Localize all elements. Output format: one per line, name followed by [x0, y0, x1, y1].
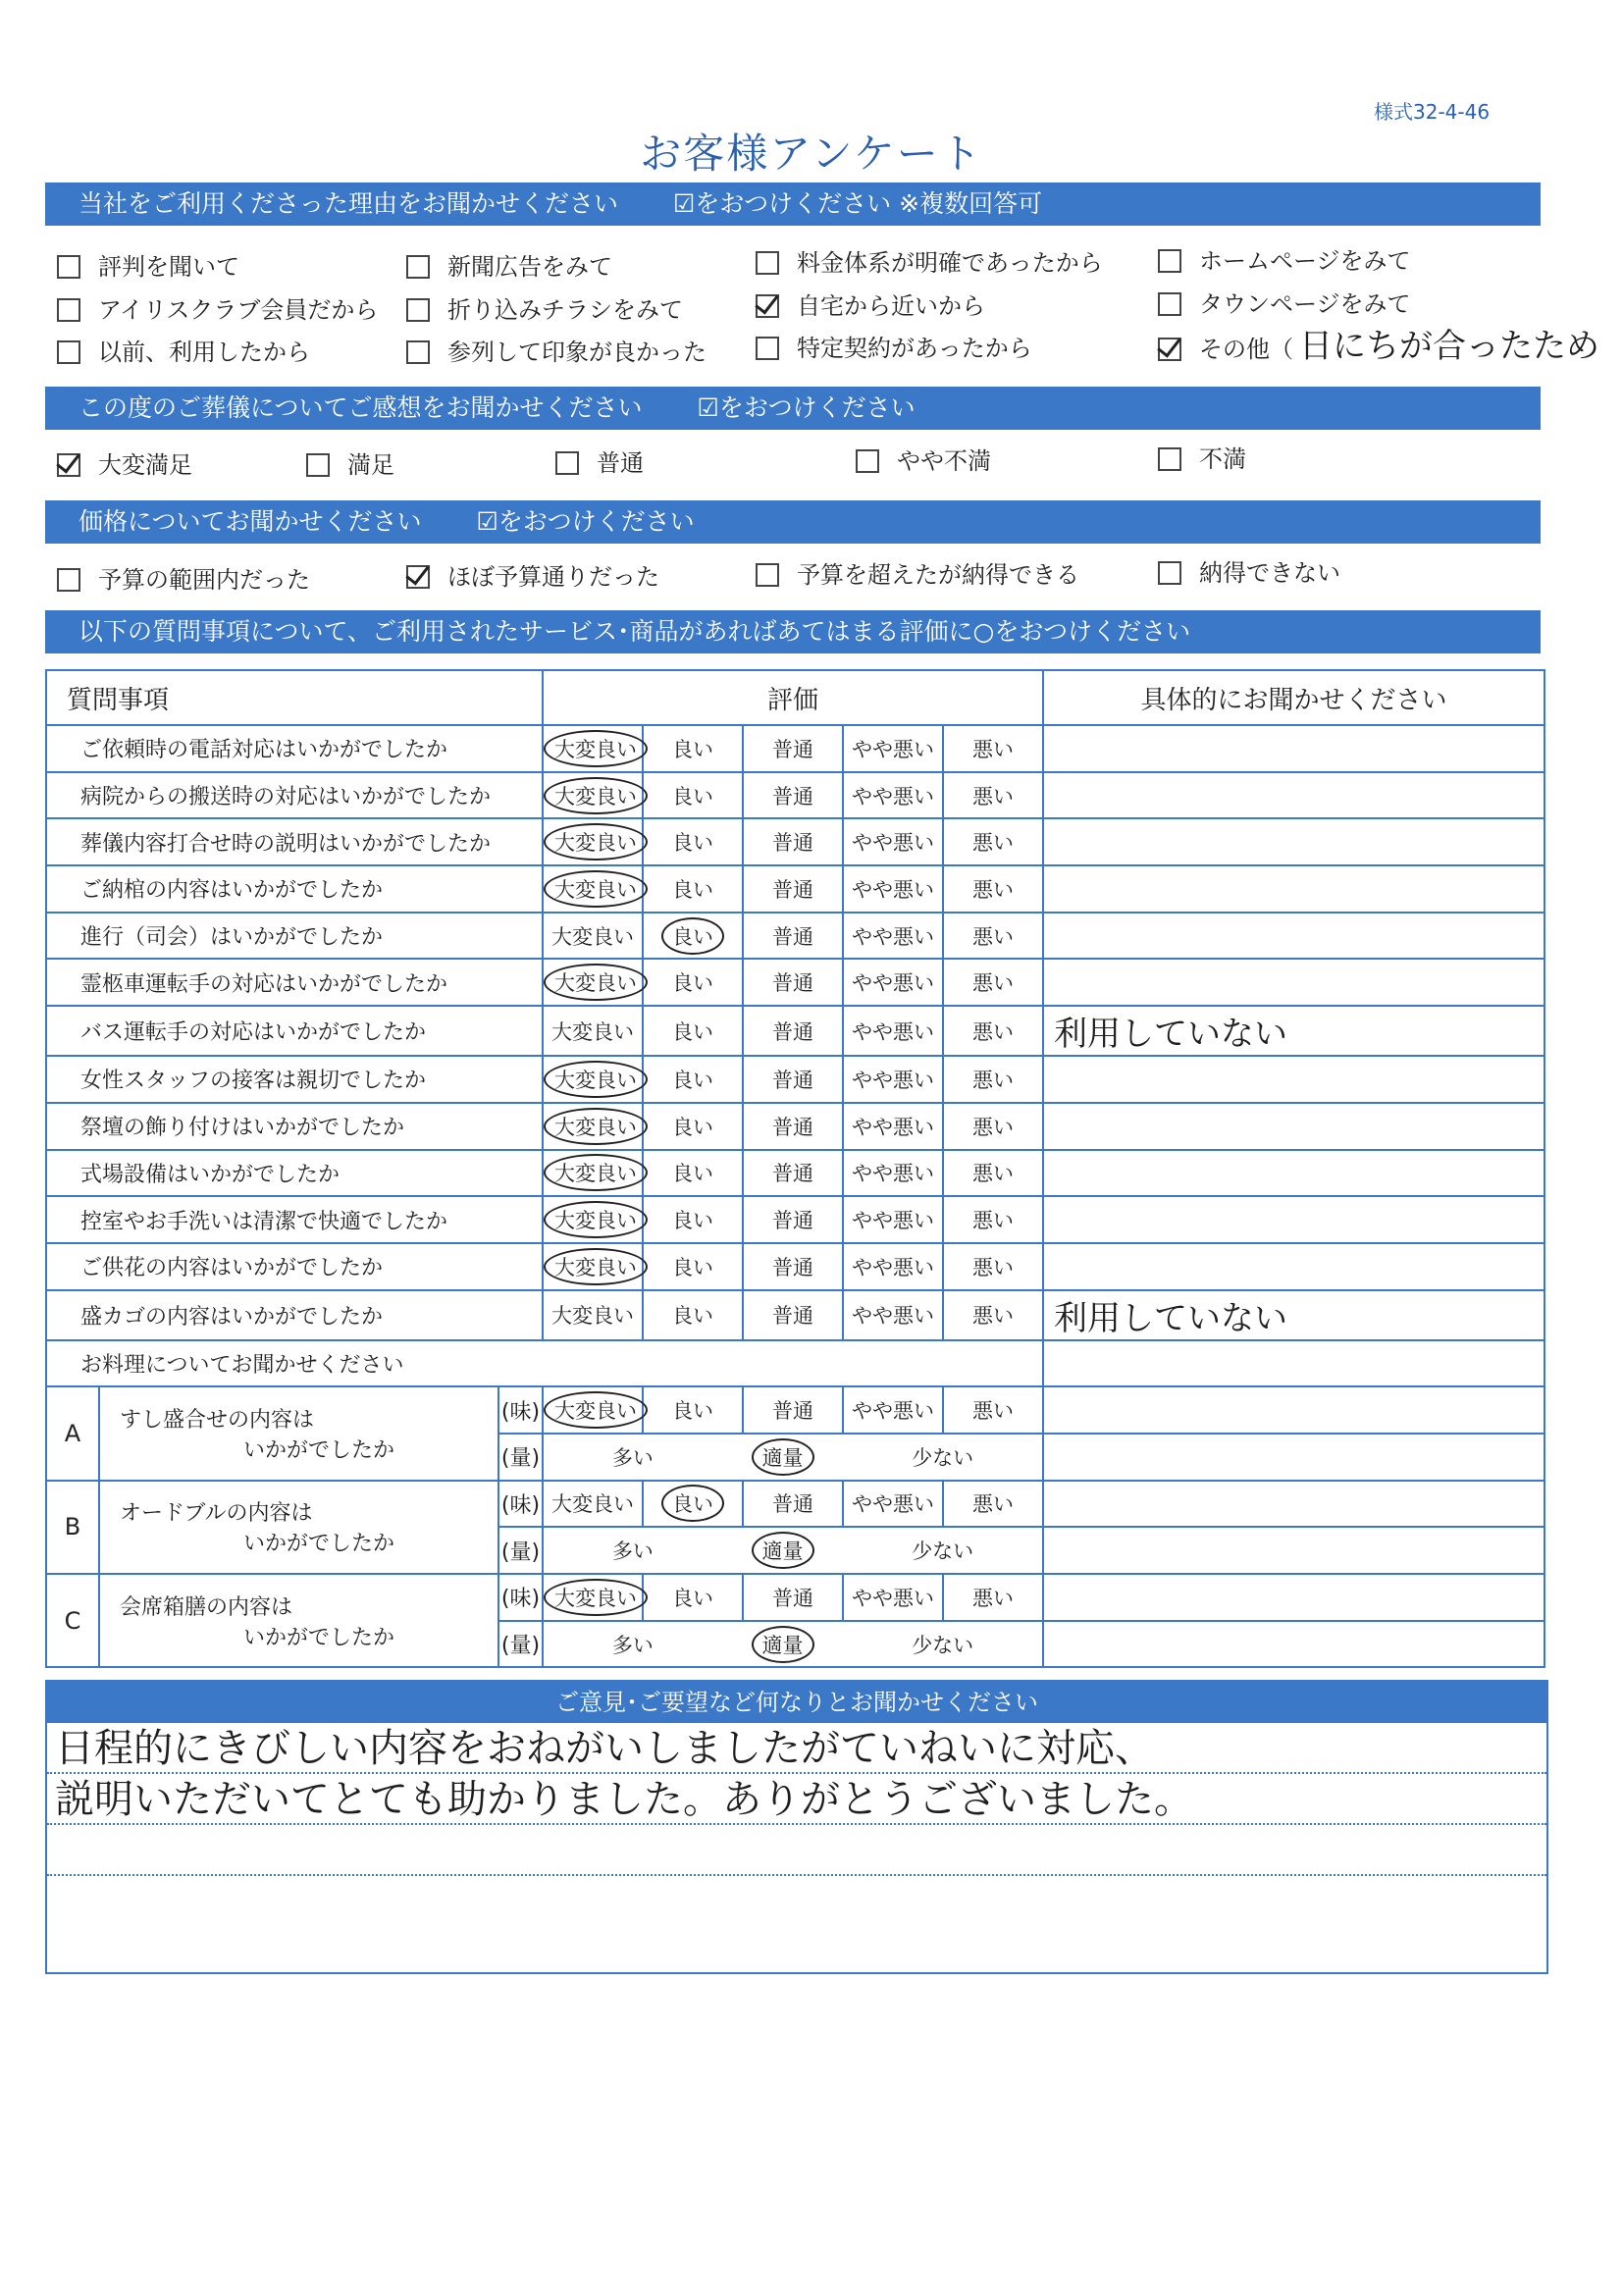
rating-option[interactable]: 大変良い — [543, 913, 643, 960]
rating-option[interactable]: 大変良い — [543, 818, 643, 865]
rating-option[interactable]: 良い — [643, 1056, 743, 1103]
opinion-line-1[interactable]: 日程的にきびしい内容をおねがいしましたがていねいに対応、 — [47, 1723, 1546, 1774]
section-price-instruction: ☑をおつけください — [476, 507, 695, 536]
detail-cell[interactable]: 利用していない — [1043, 1290, 1544, 1340]
table-row — [46, 1150, 1544, 1197]
section-impression-title: この度のご葬儀についてご感想をお聞かせください — [79, 393, 643, 422]
rating-option[interactable]: 良い — [643, 772, 743, 819]
rating-option[interactable]: やや悪い — [843, 1056, 943, 1103]
amount-option[interactable]: 多い — [611, 1445, 654, 1470]
rating-table — [45, 669, 1545, 1668]
reason-option[interactable]: ホームページをみて — [1158, 246, 1411, 276]
detail-cell[interactable] — [1043, 1621, 1544, 1668]
detail-cell[interactable] — [1043, 772, 1544, 819]
rating-option[interactable]: 大変良い — [543, 959, 643, 1006]
detail-cell[interactable]: 利用していない — [1043, 1006, 1544, 1056]
food-label: B — [46, 1481, 99, 1574]
table-row — [46, 1290, 1544, 1340]
reason-option[interactable]: 以前、利用したから — [57, 338, 310, 367]
question-text: ご供花の内容はいかがでしたか — [46, 1243, 543, 1290]
checkbox-icon[interactable] — [1158, 249, 1181, 273]
detail-cell[interactable] — [1043, 865, 1544, 913]
taste-rating-option[interactable]: やや悪い — [843, 1481, 943, 1528]
checkbox-icon[interactable] — [57, 298, 80, 322]
opinion-box — [45, 1680, 1548, 1974]
question-text: 女性スタッフの接客は親切でしたか — [46, 1056, 543, 1103]
amount-option[interactable]: 少ない — [912, 1539, 974, 1564]
rating-option[interactable]: 良い — [643, 1196, 743, 1243]
rating-option[interactable]: 良い — [643, 1243, 743, 1290]
price-option[interactable]: ほぼ予算通りだった — [406, 562, 659, 592]
form-number: 様式32-4-46 — [1374, 100, 1491, 124]
rating-option[interactable]: 普通 — [743, 1006, 843, 1056]
rating-option[interactable]: やや悪い — [843, 865, 943, 913]
reason-option[interactable]: 折り込みチラシをみて — [406, 295, 683, 325]
rating-option[interactable]: 普通 — [743, 1150, 843, 1197]
rating-option[interactable]: 普通 — [743, 913, 843, 960]
checkbox-checked-icon[interactable] — [57, 453, 80, 477]
column-header-rating: 評価 — [543, 670, 1043, 725]
rating-option[interactable]: 普通 — [743, 865, 843, 913]
question-text: バス運転手の対応はいかがでしたか — [46, 1006, 543, 1056]
rating-option[interactable]: 良い — [643, 725, 743, 772]
impression-option[interactable]: 不満 — [1158, 444, 1246, 474]
detail-cell[interactable] — [1043, 1574, 1544, 1621]
rating-option[interactable]: 悪い — [943, 959, 1043, 1006]
reason-option[interactable]: 新聞広告をみて — [406, 252, 612, 282]
rating-option[interactable]: 普通 — [743, 1056, 843, 1103]
amount-option[interactable]: 多い — [611, 1539, 654, 1564]
checkbox-icon[interactable] — [856, 449, 879, 473]
rating-option[interactable]: 良い — [643, 913, 743, 960]
section-reason-title: 当社をご利用くださった理由をお聞かせください — [79, 189, 619, 218]
rating-option[interactable]: 大変良い — [543, 1103, 643, 1150]
rating-option[interactable]: 悪い — [943, 1196, 1043, 1243]
checkbox-icon[interactable] — [756, 563, 779, 587]
detail-cell[interactable] — [1043, 959, 1544, 1006]
amount-option[interactable]: 少ない — [912, 1445, 974, 1470]
rating-option[interactable]: やや悪い — [843, 1150, 943, 1197]
rating-option[interactable]: 悪い — [943, 913, 1043, 960]
question-text: 控室やお手洗いは清潔で快適でしたか — [46, 1196, 543, 1243]
reason-option[interactable]: アイリスクラブ会員だから — [57, 295, 378, 325]
price-option[interactable]: 予算を超えたが納得できる — [756, 560, 1079, 590]
column-header-detail: 具体的にお聞かせください — [1043, 670, 1544, 725]
checkbox-icon[interactable] — [1158, 292, 1181, 316]
opinion-header: ご意見･ご要望など何なりとお聞かせください — [47, 1682, 1546, 1723]
checkbox-icon[interactable] — [406, 340, 430, 364]
rating-option[interactable]: 良い — [643, 865, 743, 913]
taste-rating-option[interactable]: 悪い — [943, 1481, 1043, 1528]
question-text: 病院からの搬送時の対応はいかがでしたか — [46, 772, 543, 819]
rating-option[interactable]: 普通 — [743, 1196, 843, 1243]
section-price-header — [45, 500, 1541, 544]
table-row — [46, 1103, 1544, 1150]
question-text: 盛カゴの内容はいかがでしたか — [46, 1290, 543, 1340]
rating-option[interactable]: 悪い — [943, 1243, 1043, 1290]
rating-option[interactable]: 普通 — [743, 772, 843, 819]
column-header-question: 質問事項 — [46, 670, 543, 725]
table-row — [46, 772, 1544, 819]
rating-option[interactable]: やや悪い — [843, 725, 943, 772]
taste-rating-option[interactable]: 大変良い — [543, 1574, 643, 1621]
checkbox-icon[interactable] — [406, 255, 430, 279]
rating-option[interactable]: 悪い — [943, 1056, 1043, 1103]
checkbox-icon[interactable] — [1158, 447, 1181, 471]
checkbox-icon[interactable] — [756, 337, 779, 360]
impression-option[interactable]: 満足 — [306, 450, 394, 480]
rating-option[interactable]: 悪い — [943, 1103, 1043, 1150]
detail-cell[interactable] — [1043, 1103, 1544, 1150]
impression-option[interactable]: 普通 — [555, 448, 644, 478]
taste-rating-option[interactable]: 悪い — [943, 1574, 1043, 1621]
page-title: お客様アンケート — [640, 130, 983, 178]
checkbox-checked-icon[interactable] — [756, 294, 779, 318]
opinion-line-3[interactable] — [47, 1825, 1546, 1876]
taste-rating-option[interactable]: 大変良い — [543, 1386, 643, 1434]
food-label: A — [46, 1386, 99, 1480]
question-text: 進行（司会）はいかがでしたか — [46, 913, 543, 960]
amount-label: (量) — [498, 1621, 543, 1668]
food-question: すし盛合せの内容は いかがでしたか — [99, 1386, 498, 1480]
impression-option[interactable]: やや不満 — [856, 446, 991, 476]
amount-option[interactable]: 少ない — [912, 1633, 974, 1657]
detail-cell[interactable] — [1043, 1243, 1544, 1290]
checkbox-icon[interactable] — [406, 298, 430, 322]
taste-label: (味) — [498, 1386, 543, 1434]
rating-option[interactable]: 悪い — [943, 818, 1043, 865]
section-reason-header — [45, 183, 1541, 226]
amount-option[interactable]: 適量 — [752, 1532, 814, 1569]
section-impression-instruction: ☑をおつけください — [697, 393, 916, 422]
detail-cell[interactable] — [1043, 1386, 1544, 1434]
amount-options — [543, 1621, 1043, 1668]
rating-option[interactable]: 大変良い — [543, 1243, 643, 1290]
rating-option[interactable]: 大変良い — [543, 772, 643, 819]
food-question: 会席箱膳の内容は いかがでしたか — [99, 1574, 498, 1667]
taste-rating-option[interactable]: 良い — [643, 1574, 743, 1621]
rating-option[interactable]: やや悪い — [843, 1290, 943, 1340]
rating-option[interactable]: やや悪い — [843, 1196, 943, 1243]
taste-rating-option[interactable]: 普通 — [743, 1386, 843, 1434]
rating-option[interactable]: 大変良い — [543, 865, 643, 913]
section-impression-header — [45, 387, 1541, 430]
checkbox-checked-icon[interactable] — [1158, 338, 1181, 361]
reason-option-other[interactable]: その他（ 日にちが合ったため — [1158, 332, 1599, 364]
rating-option[interactable]: 良い — [643, 1150, 743, 1197]
rating-option[interactable]: 大変良い — [543, 1150, 643, 1197]
rating-option[interactable]: やや悪い — [843, 772, 943, 819]
table-header-row — [46, 670, 1544, 725]
food-taste-row — [46, 1386, 1544, 1434]
detail-cell[interactable] — [1043, 1434, 1544, 1481]
amount-label: (量) — [498, 1434, 543, 1481]
detail-cell[interactable] — [1043, 1196, 1544, 1243]
checkbox-icon[interactable] — [57, 255, 80, 279]
rating-option[interactable]: 大変良い — [543, 1006, 643, 1056]
rating-option[interactable]: 普通 — [743, 725, 843, 772]
detail-cell[interactable] — [1043, 725, 1544, 772]
table-row — [46, 913, 1544, 960]
table-row — [46, 818, 1544, 865]
impression-option[interactable]: 大変満足 — [57, 450, 192, 480]
rating-option[interactable]: 普通 — [743, 818, 843, 865]
rating-option[interactable]: 大変良い — [543, 725, 643, 772]
rating-option[interactable]: やや悪い — [843, 959, 943, 1006]
rating-option[interactable]: 良い — [643, 1103, 743, 1150]
opinion-line-4[interactable] — [47, 1876, 1546, 1927]
food-header-detail-cell[interactable] — [1043, 1340, 1544, 1387]
question-text: ご納棺の内容はいかがでしたか — [46, 865, 543, 913]
reason-option[interactable]: タウンページをみて — [1158, 289, 1411, 319]
taste-rating-option[interactable]: 良い — [643, 1386, 743, 1434]
checkbox-icon[interactable] — [57, 568, 80, 592]
checkbox-checked-icon[interactable] — [406, 565, 430, 589]
rating-option[interactable]: 悪い — [943, 725, 1043, 772]
reason-option[interactable]: 特定契約があったから — [756, 334, 1032, 363]
rating-option[interactable]: 良い — [643, 959, 743, 1006]
taste-rating-option[interactable]: 普通 — [743, 1574, 843, 1621]
rating-option[interactable]: 大変良い — [543, 1056, 643, 1103]
rating-option[interactable]: 普通 — [743, 1290, 843, 1340]
rating-option[interactable]: 悪い — [943, 865, 1043, 913]
amount-option[interactable]: 適量 — [752, 1438, 814, 1476]
opinion-line-2[interactable]: 説明いただいてとても助かりました。ありがとうございました。 — [47, 1774, 1546, 1825]
question-text: 葬儀内容打合せ時の説明はいかがでしたか — [46, 818, 543, 865]
taste-rating-option[interactable]: 悪い — [943, 1386, 1043, 1434]
taste-rating-option[interactable]: 大変良い — [543, 1481, 643, 1528]
rating-option[interactable]: やや悪い — [843, 818, 943, 865]
amount-options — [543, 1527, 1043, 1574]
detail-cell[interactable] — [1043, 913, 1544, 960]
price-option[interactable]: 予算の範囲内だった — [57, 565, 310, 595]
handwritten-other-note: 日にちが合ったため — [1299, 327, 1599, 366]
reason-option[interactable]: 参列して印象が良かった — [406, 338, 707, 367]
checkbox-icon[interactable] — [1158, 561, 1181, 585]
taste-rating-option[interactable]: 良い — [643, 1481, 743, 1528]
detail-cell[interactable] — [1043, 1150, 1544, 1197]
checkbox-icon[interactable] — [57, 340, 80, 364]
food-question: オードブルの内容は いかがでしたか — [99, 1481, 498, 1574]
food-label: C — [46, 1574, 99, 1667]
taste-label: (味) — [498, 1481, 543, 1528]
price-option[interactable]: 納得できない — [1158, 558, 1340, 588]
checkbox-icon[interactable] — [756, 251, 779, 275]
amount-label: (量) — [498, 1527, 543, 1574]
section-price-title: 価格についてお聞かせください — [79, 507, 422, 536]
rating-option[interactable]: 良い — [643, 1290, 743, 1340]
question-text: 霊柩車運転手の対応はいかがでしたか — [46, 959, 543, 1006]
rating-option[interactable]: 悪い — [943, 1006, 1043, 1056]
rating-option[interactable]: 普通 — [743, 1103, 843, 1150]
table-row — [46, 725, 1544, 772]
detail-cell[interactable] — [1043, 818, 1544, 865]
taste-rating-option[interactable]: やや悪い — [843, 1386, 943, 1434]
rating-option[interactable]: 大変良い — [543, 1290, 643, 1340]
food-taste-row — [46, 1481, 1544, 1528]
food-header-row — [46, 1340, 1544, 1387]
taste-rating-option[interactable]: やや悪い — [843, 1574, 943, 1621]
rating-option[interactable]: やや悪い — [843, 1243, 943, 1290]
rating-option[interactable]: 大変良い — [543, 1196, 643, 1243]
reason-option[interactable]: 評判を聞いて — [57, 252, 239, 282]
rating-option[interactable]: 良い — [643, 818, 743, 865]
question-text: ご依頼時の電話対応はいかがでしたか — [46, 725, 543, 772]
rating-option[interactable]: 悪い — [943, 772, 1043, 819]
detail-cell[interactable] — [1043, 1527, 1544, 1574]
taste-rating-option[interactable]: 普通 — [743, 1481, 843, 1528]
food-header: お料理についてお聞かせください — [46, 1340, 1043, 1387]
rating-option[interactable]: 悪い — [943, 1150, 1043, 1197]
question-text: 祭壇の飾り付けはいかがでしたか — [46, 1103, 543, 1150]
rating-option[interactable]: 普通 — [743, 1243, 843, 1290]
rating-option[interactable]: やや悪い — [843, 913, 943, 960]
section-rating-header: 以下の質問事項について、ご利用されたサービス･商品があればあてはまる評価に○をおつけください — [45, 610, 1541, 653]
table-row — [46, 1006, 1544, 1056]
checkbox-icon[interactable] — [306, 453, 330, 477]
rating-option[interactable]: やや悪い — [843, 1006, 943, 1056]
table-row — [46, 1196, 1544, 1243]
amount-option[interactable]: 多い — [611, 1633, 654, 1657]
detail-cell[interactable] — [1043, 1481, 1544, 1528]
reason-option[interactable]: 料金体系が明確であったから — [756, 248, 1103, 278]
table-row — [46, 959, 1544, 1006]
section-reason-instruction: ☑をおつけください ※複数回答可 — [673, 189, 1043, 218]
rating-option[interactable]: やや悪い — [843, 1103, 943, 1150]
detail-cell[interactable] — [1043, 1056, 1544, 1103]
rating-option[interactable]: 悪い — [943, 1290, 1043, 1340]
amount-option[interactable]: 適量 — [752, 1626, 814, 1663]
question-text: 式場設備はいかがでしたか — [46, 1150, 543, 1197]
checkbox-icon[interactable] — [555, 451, 579, 475]
amount-options — [543, 1434, 1043, 1481]
taste-label: (味) — [498, 1574, 543, 1621]
food-taste-row — [46, 1574, 1544, 1621]
table-row — [46, 1243, 1544, 1290]
table-row — [46, 1056, 1544, 1103]
table-row — [46, 865, 1544, 913]
reason-option[interactable]: 自宅から近いから — [756, 291, 985, 321]
rating-option[interactable]: 良い — [643, 1006, 743, 1056]
rating-option[interactable]: 普通 — [743, 959, 843, 1006]
